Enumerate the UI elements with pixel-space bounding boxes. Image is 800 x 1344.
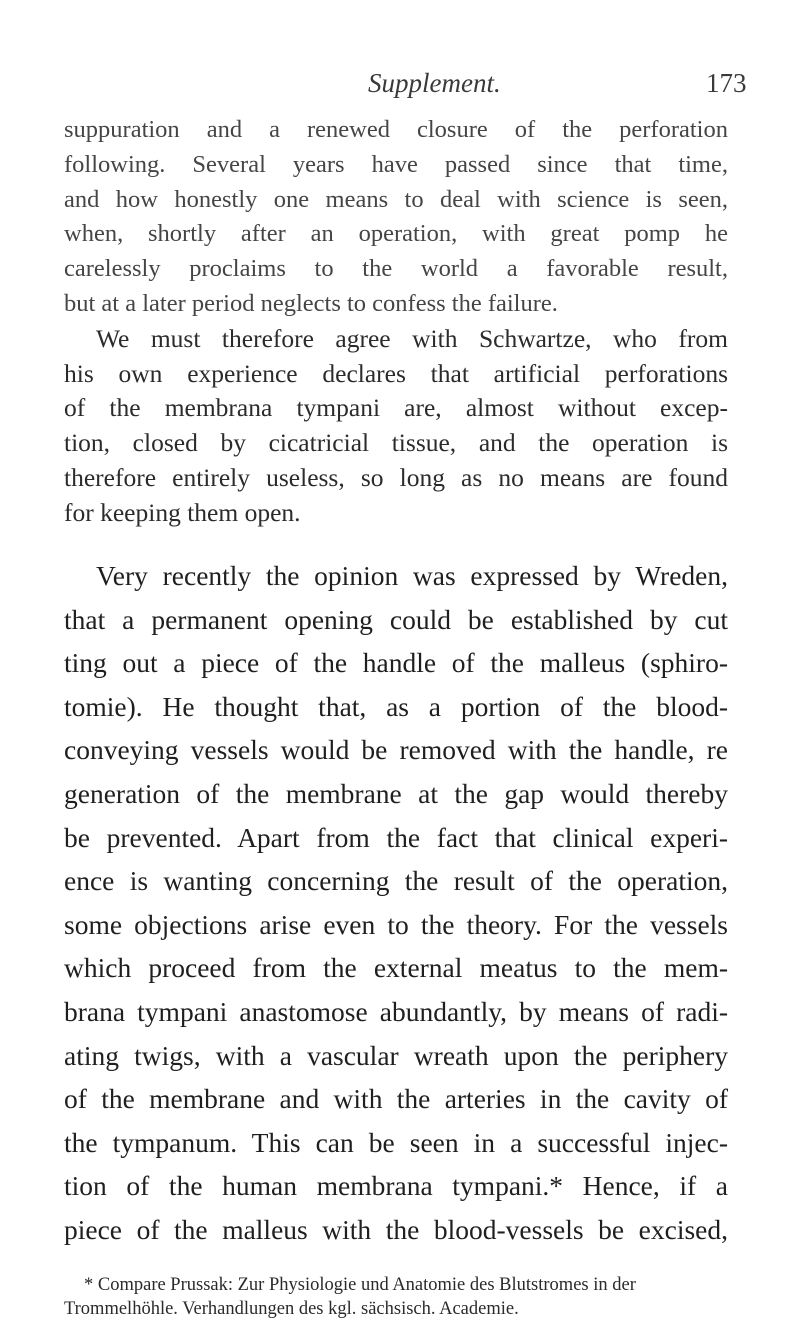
text-line: be prevented. Apart from the fact that clinical experi-	[64, 821, 728, 853]
text-line: some objections arise even to the theory. For the vessels	[64, 908, 728, 940]
text-line-indent: Very recently the opinion was expressed by Wreden,	[96, 560, 728, 591]
text-line: carelessly proclaims to the world a favorable result,	[64, 255, 728, 283]
text-line: suppuration and a renewed closure of the perforation	[64, 116, 728, 143]
body-text-upper	[64, 113, 728, 531]
text-line: ating twigs, with a vascular wreath upon the periphery	[64, 1039, 728, 1071]
text-line: piece of the malleus with the blood-vessels be excised,	[64, 1213, 728, 1245]
text-line: and how honestly one means to deal with science is seen,	[64, 185, 728, 213]
text-line: but at a later period neglects to confess the failure.	[64, 289, 558, 317]
running-title: Supplement.	[368, 68, 501, 98]
text-line: of the membrane and with the arteries in the cavity of	[64, 1083, 728, 1115]
text-line: generation of the membrane at the gap would thereby	[64, 777, 728, 809]
text-line: therefore entirely useless, so long as no means are found	[64, 462, 728, 492]
footnote-line: * Compare Prussak: Zur Physiologie und Anatomie des Blutstromes in der	[84, 1275, 636, 1295]
text-line: when, shortly after an operation, with great pomp he	[64, 220, 728, 248]
text-line: brana tympani anastomose abundantly, by means of radi-	[64, 995, 728, 1027]
text-line: which proceed from the external meatus to the mem-	[64, 952, 728, 984]
text-line: ting out a piece of the handle of the malleus (sphiro-	[64, 647, 728, 679]
text-line: tion, closed by cicatricial tissue, and the operation is	[64, 428, 728, 458]
running-head	[0, 64, 800, 104]
text-line: the tympanum. This can be seen in a successful injec-	[64, 1126, 728, 1158]
text-line: for keeping them open.	[64, 497, 301, 527]
text-line: that a permanent opening could be established by cut	[64, 603, 728, 635]
text-line: his own experience declares that artificial perforations	[64, 358, 728, 388]
text-line: ence is wanting concerning the result of the operation,	[64, 865, 728, 897]
text-line: conveying vessels would be removed with the handle, re	[64, 734, 728, 766]
text-line: following. Several years have passed since that time,	[64, 150, 728, 178]
footnote-line: Trommelhöhle. Verhandlungen des kgl. sächsisch. Academie.	[64, 1299, 519, 1319]
footnote	[64, 1273, 734, 1321]
text-line: tomie). He thought that, as a portion of the blood-	[64, 690, 728, 722]
text-line: of the membrana tympani are, almost without excep-	[64, 393, 728, 423]
text-line-indent: We must therefore agree with Schwartze, who from	[96, 323, 728, 353]
body-text-lower	[64, 554, 728, 1252]
text-line: tion of the human membrana tympani.* Hence, if a	[64, 1170, 728, 1202]
page-number: 173	[706, 68, 747, 98]
